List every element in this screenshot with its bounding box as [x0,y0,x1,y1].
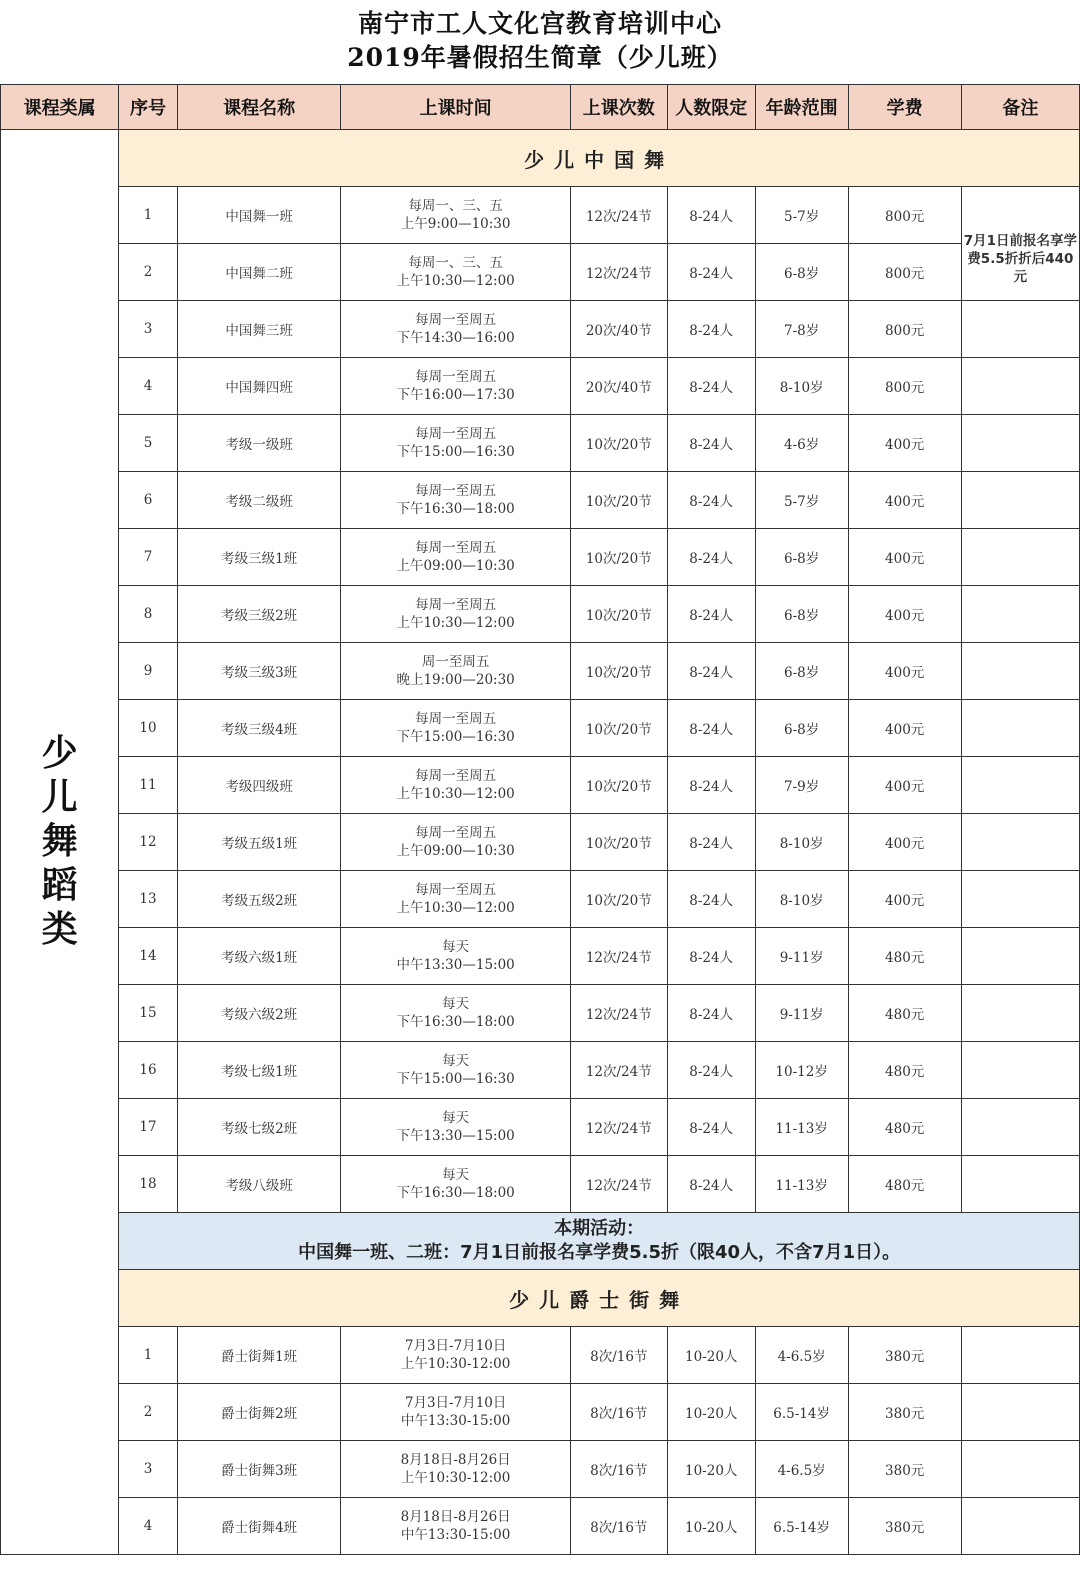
cell-note [961,1099,1079,1156]
cell-sessions: 12次/24节 [570,244,667,301]
cell-limit: 10-20人 [667,1441,755,1498]
cell-course-name: 考级五级1班 [177,814,341,871]
table-row [1,1384,1080,1441]
time-hours: 下午16:30—18:00 [396,1185,515,1201]
column-header: 年龄范围 [755,85,848,130]
category-label: 少儿舞蹈类 [41,733,78,950]
time-hours: 下午15:00—16:30 [396,729,515,745]
cell-fee: 380元 [848,1327,961,1384]
cell-age: 6-8岁 [755,244,848,301]
time-days: 每周一、三、五 [408,198,503,214]
cell-age: 5-7岁 [755,187,848,244]
cell-course-name: 考级七级2班 [177,1099,341,1156]
cell-limit: 8-24人 [667,928,755,985]
table-row [1,358,1080,415]
cell-age: 5-7岁 [755,472,848,529]
table-header-row [1,85,1080,130]
cell-time [341,244,570,301]
cell-note [961,871,1079,928]
cell-no: 9 [119,643,178,700]
cell-age: 6.5-14岁 [755,1384,848,1441]
cell-limit: 8-24人 [667,358,755,415]
cell-age: 9-11岁 [755,985,848,1042]
time-hours: 晚上19:00—20:30 [396,672,515,688]
cell-time [341,700,570,757]
table-row [1,1441,1080,1498]
activity-row [1,1213,1080,1270]
cell-limit: 8-24人 [667,757,755,814]
table-row [1,1498,1080,1555]
cell-note [961,1441,1079,1498]
cell-time [341,1042,570,1099]
cell-age: 4-6岁 [755,415,848,472]
cell-limit: 10-20人 [667,1498,755,1555]
cell-sessions: 10次/20节 [570,700,667,757]
cell-fee: 800元 [848,358,961,415]
cell-course-name: 考级四级班 [177,757,341,814]
cell-course-name: 爵士街舞4班 [177,1498,341,1555]
cell-age: 6-8岁 [755,700,848,757]
cell-sessions: 8次/16节 [570,1498,667,1555]
cell-course-name: 中国舞一班 [177,187,341,244]
cell-sessions: 12次/24节 [570,187,667,244]
cell-limit: 8-24人 [667,472,755,529]
cell-time [341,301,570,358]
cell-note [961,1327,1079,1384]
cell-limit: 8-24人 [667,187,755,244]
time-hours: 中午13:30-15:00 [400,1413,511,1429]
column-header: 序号 [119,85,178,130]
cell-sessions: 12次/24节 [570,1099,667,1156]
time-days: 每周一至周五 [415,426,497,442]
column-header: 人数限定 [667,85,755,130]
table-row [1,1099,1080,1156]
cell-time [341,1327,570,1384]
cell-time [341,187,570,244]
cell-limit: 8-24人 [667,1156,755,1213]
cell-no: 11 [119,757,178,814]
cell-course-name: 爵士街舞3班 [177,1441,341,1498]
cell-sessions: 8次/16节 [570,1384,667,1441]
cell-fee: 400元 [848,415,961,472]
cell-fee: 800元 [848,187,961,244]
cell-time [341,814,570,871]
cell-course-name: 考级二级班 [177,472,341,529]
column-header: 上课次数 [570,85,667,130]
cell-fee: 800元 [848,301,961,358]
cell-age: 8-10岁 [755,358,848,415]
cell-note [961,472,1079,529]
cell-note [961,1498,1079,1555]
table-row [1,529,1080,586]
cell-sessions: 8次/16节 [570,1327,667,1384]
cell-no: 13 [119,871,178,928]
cell-fee: 480元 [848,1156,961,1213]
cell-fee: 480元 [848,985,961,1042]
cell-time [341,871,570,928]
time-days: 每周一至周五 [415,768,497,784]
cell-fee: 380元 [848,1441,961,1498]
cell-note [961,1156,1079,1213]
cell-course-name: 爵士街舞2班 [177,1384,341,1441]
time-days: 每周一至周五 [415,711,497,727]
cell-course-name: 中国舞四班 [177,358,341,415]
cell-no: 6 [119,472,178,529]
cell-no: 14 [119,928,178,985]
cell-note [961,814,1079,871]
course-table [0,84,1080,1555]
cell-age: 11-13岁 [755,1099,848,1156]
section-title: 少儿中国舞 [119,130,1080,187]
table-row [1,472,1080,529]
time-days: 每天 [442,939,470,955]
time-hours: 上午9:00—10:30 [400,216,511,232]
cell-sessions: 10次/20节 [570,643,667,700]
column-header: 备注 [961,85,1079,130]
cell-sessions: 10次/20节 [570,814,667,871]
cell-limit: 8-24人 [667,814,755,871]
time-days: 周一至周五 [421,654,490,670]
cell-fee: 800元 [848,244,961,301]
cell-sessions: 10次/20节 [570,757,667,814]
time-days: 每周一、三、五 [408,255,503,271]
time-hours: 下午14:30—16:00 [396,330,515,346]
cell-note [961,529,1079,586]
cell-sessions: 12次/24节 [570,928,667,985]
table-row [1,643,1080,700]
time-hours: 上午09:00—10:30 [396,843,515,859]
cell-time [341,415,570,472]
cell-note [961,700,1079,757]
cell-age: 7-8岁 [755,301,848,358]
time-hours: 上午10:30—12:00 [396,786,515,802]
table-row [1,244,1080,301]
time-days: 8月18日-8月26日 [400,1509,511,1525]
cell-no: 18 [119,1156,178,1213]
cell-limit: 8-24人 [667,529,755,586]
cell-fee: 400元 [848,814,961,871]
cell-sessions: 12次/24节 [570,1156,667,1213]
time-days: 每周一至周五 [415,483,497,499]
cell-fee: 400元 [848,643,961,700]
cell-sessions: 12次/24节 [570,985,667,1042]
time-hours: 上午10:30—12:00 [396,900,515,916]
activity-detail: 中国舞一班、二班：7月1日前报名享学费5.5折（限40人，不含7月1日）。 [298,1242,901,1263]
cell-time [341,1099,570,1156]
table-row [1,928,1080,985]
time-days: 每天 [442,1053,470,1069]
table-row [1,700,1080,757]
cell-no: 17 [119,1099,178,1156]
cell-age: 9-11岁 [755,928,848,985]
time-days: 每天 [442,996,470,1012]
cell-no: 15 [119,985,178,1042]
cell-limit: 8-24人 [667,301,755,358]
cell-limit: 10-20人 [667,1327,755,1384]
cell-no: 3 [119,1441,178,1498]
column-header: 课程类属 [1,85,119,130]
table-row [1,757,1080,814]
time-hours: 下午16:00—17:30 [396,387,515,403]
time-hours: 下午15:00—16:30 [396,1071,515,1087]
time-days: 每周一至周五 [415,825,497,841]
page-title: 南宁市工人文化宫教育培训中心 [357,9,722,38]
table-row [1,415,1080,472]
cell-age: 6-8岁 [755,586,848,643]
cell-age: 7-9岁 [755,757,848,814]
cell-sessions: 10次/20节 [570,472,667,529]
cell-age: 6-8岁 [755,529,848,586]
cell-age: 8-10岁 [755,814,848,871]
time-days: 7月3日-7月10日 [404,1395,507,1411]
time-hours: 上午10:30—12:00 [396,615,515,631]
cell-fee: 400元 [848,529,961,586]
table-row [1,1327,1080,1384]
cell-course-name: 考级三级1班 [177,529,341,586]
cell-note: 7月1日前报名享学费5.5折折后440元 [961,187,1079,301]
cell-course-name: 考级三级3班 [177,643,341,700]
cell-limit: 8-24人 [667,871,755,928]
table-row [1,814,1080,871]
category-cell [1,130,119,1555]
cell-no: 4 [119,1498,178,1555]
time-hours: 中午13:30-15:00 [400,1527,511,1543]
table-row [1,985,1080,1042]
cell-note [961,643,1079,700]
column-header: 上课时间 [341,85,570,130]
cell-limit: 8-24人 [667,415,755,472]
cell-limit: 8-24人 [667,643,755,700]
cell-no: 4 [119,358,178,415]
cell-no: 1 [119,187,178,244]
time-hours: 上午10:30—12:00 [396,273,515,289]
cell-sessions: 10次/20节 [570,871,667,928]
cell-fee: 480元 [848,1099,961,1156]
page-subtitle: 2019年暑假招生简章（少儿班） [347,43,733,72]
cell-time [341,586,570,643]
cell-note [961,415,1079,472]
cell-limit: 8-24人 [667,985,755,1042]
time-hours: 下午16:30—18:00 [396,1014,515,1030]
cell-fee: 380元 [848,1498,961,1555]
cell-sessions: 10次/20节 [570,415,667,472]
cell-course-name: 考级八级班 [177,1156,341,1213]
time-hours: 上午10:30-12:00 [400,1470,511,1486]
cell-no: 2 [119,1384,178,1441]
cell-time [341,1384,570,1441]
cell-no: 16 [119,1042,178,1099]
cell-note [961,1384,1079,1441]
cell-fee: 400元 [848,871,961,928]
cell-no: 1 [119,1327,178,1384]
cell-time [341,472,570,529]
cell-limit: 8-24人 [667,244,755,301]
activity-title: 本期活动： [554,1218,645,1239]
time-hours: 下午16:30—18:00 [396,501,515,517]
cell-sessions: 10次/20节 [570,529,667,586]
time-days: 每周一至周五 [415,540,497,556]
table-row [1,1042,1080,1099]
cell-course-name: 考级三级4班 [177,700,341,757]
cell-time [341,1441,570,1498]
cell-limit: 8-24人 [667,1099,755,1156]
cell-no: 2 [119,244,178,301]
time-days: 每周一至周五 [415,597,497,613]
time-days: 每天 [442,1110,470,1126]
time-hours: 下午15:00—16:30 [396,444,515,460]
cell-sessions: 20次/40节 [570,301,667,358]
cell-time [341,985,570,1042]
table-row [1,871,1080,928]
cell-time [341,928,570,985]
cell-note [961,358,1079,415]
cell-sessions: 12次/24节 [570,1042,667,1099]
cell-age: 11-13岁 [755,1156,848,1213]
cell-fee: 400元 [848,700,961,757]
section-header-row [1,130,1080,187]
time-days: 每周一至周五 [415,312,497,328]
table-row [1,1156,1080,1213]
cell-note [961,985,1079,1042]
cell-age: 10-12岁 [755,1042,848,1099]
cell-limit: 10-20人 [667,1384,755,1441]
cell-course-name: 考级七级1班 [177,1042,341,1099]
time-hours: 上午10:30-12:00 [400,1356,511,1372]
cell-sessions: 10次/20节 [570,586,667,643]
cell-course-name: 中国舞三班 [177,301,341,358]
cell-time [341,1156,570,1213]
time-days: 每周一至周五 [415,882,497,898]
cell-fee: 400元 [848,586,961,643]
cell-no: 10 [119,700,178,757]
column-header: 学费 [848,85,961,130]
cell-fee: 480元 [848,1042,961,1099]
cell-fee: 400元 [848,472,961,529]
cell-no: 12 [119,814,178,871]
cell-fee: 480元 [848,928,961,985]
cell-note [961,301,1079,358]
cell-age: 6-8岁 [755,643,848,700]
cell-note [961,757,1079,814]
cell-limit: 8-24人 [667,586,755,643]
time-days: 每周一至周五 [415,369,497,385]
cell-time [341,757,570,814]
cell-course-name: 考级三级2班 [177,586,341,643]
cell-no: 5 [119,415,178,472]
column-header: 课程名称 [177,85,341,130]
time-days: 7月3日-7月10日 [404,1338,507,1354]
cell-note [961,1042,1079,1099]
time-days: 8月18日-8月26日 [400,1452,511,1468]
cell-time [341,643,570,700]
cell-course-name: 考级一级班 [177,415,341,472]
cell-limit: 8-24人 [667,1042,755,1099]
cell-sessions: 8次/16节 [570,1441,667,1498]
cell-limit: 8-24人 [667,700,755,757]
cell-course-name: 爵士街舞1班 [177,1327,341,1384]
cell-fee: 380元 [848,1384,961,1441]
cell-course-name: 考级五级2班 [177,871,341,928]
cell-time [341,358,570,415]
time-hours: 上午09:00—10:30 [396,558,515,574]
cell-age: 8-10岁 [755,871,848,928]
cell-age: 4-6.5岁 [755,1327,848,1384]
cell-sessions: 20次/40节 [570,358,667,415]
cell-no: 3 [119,301,178,358]
cell-note [961,586,1079,643]
time-hours: 中午13:30—15:00 [396,957,515,973]
cell-course-name: 中国舞二班 [177,244,341,301]
time-days: 每天 [442,1167,470,1183]
cell-no: 7 [119,529,178,586]
table-row [1,586,1080,643]
cell-course-name: 考级六级2班 [177,985,341,1042]
table-row [1,301,1080,358]
cell-age: 6.5-14岁 [755,1498,848,1555]
section-header-row [1,1270,1080,1327]
cell-time [341,529,570,586]
cell-age: 4-6.5岁 [755,1441,848,1498]
section-title: 少儿爵士街舞 [119,1270,1080,1327]
cell-course-name: 考级六级1班 [177,928,341,985]
activity-notice [119,1213,1080,1270]
cell-fee: 400元 [848,757,961,814]
cell-time [341,1498,570,1555]
cell-note [961,928,1079,985]
table-row [1,187,1080,244]
time-hours: 下午13:30—15:00 [396,1128,515,1144]
cell-no: 8 [119,586,178,643]
